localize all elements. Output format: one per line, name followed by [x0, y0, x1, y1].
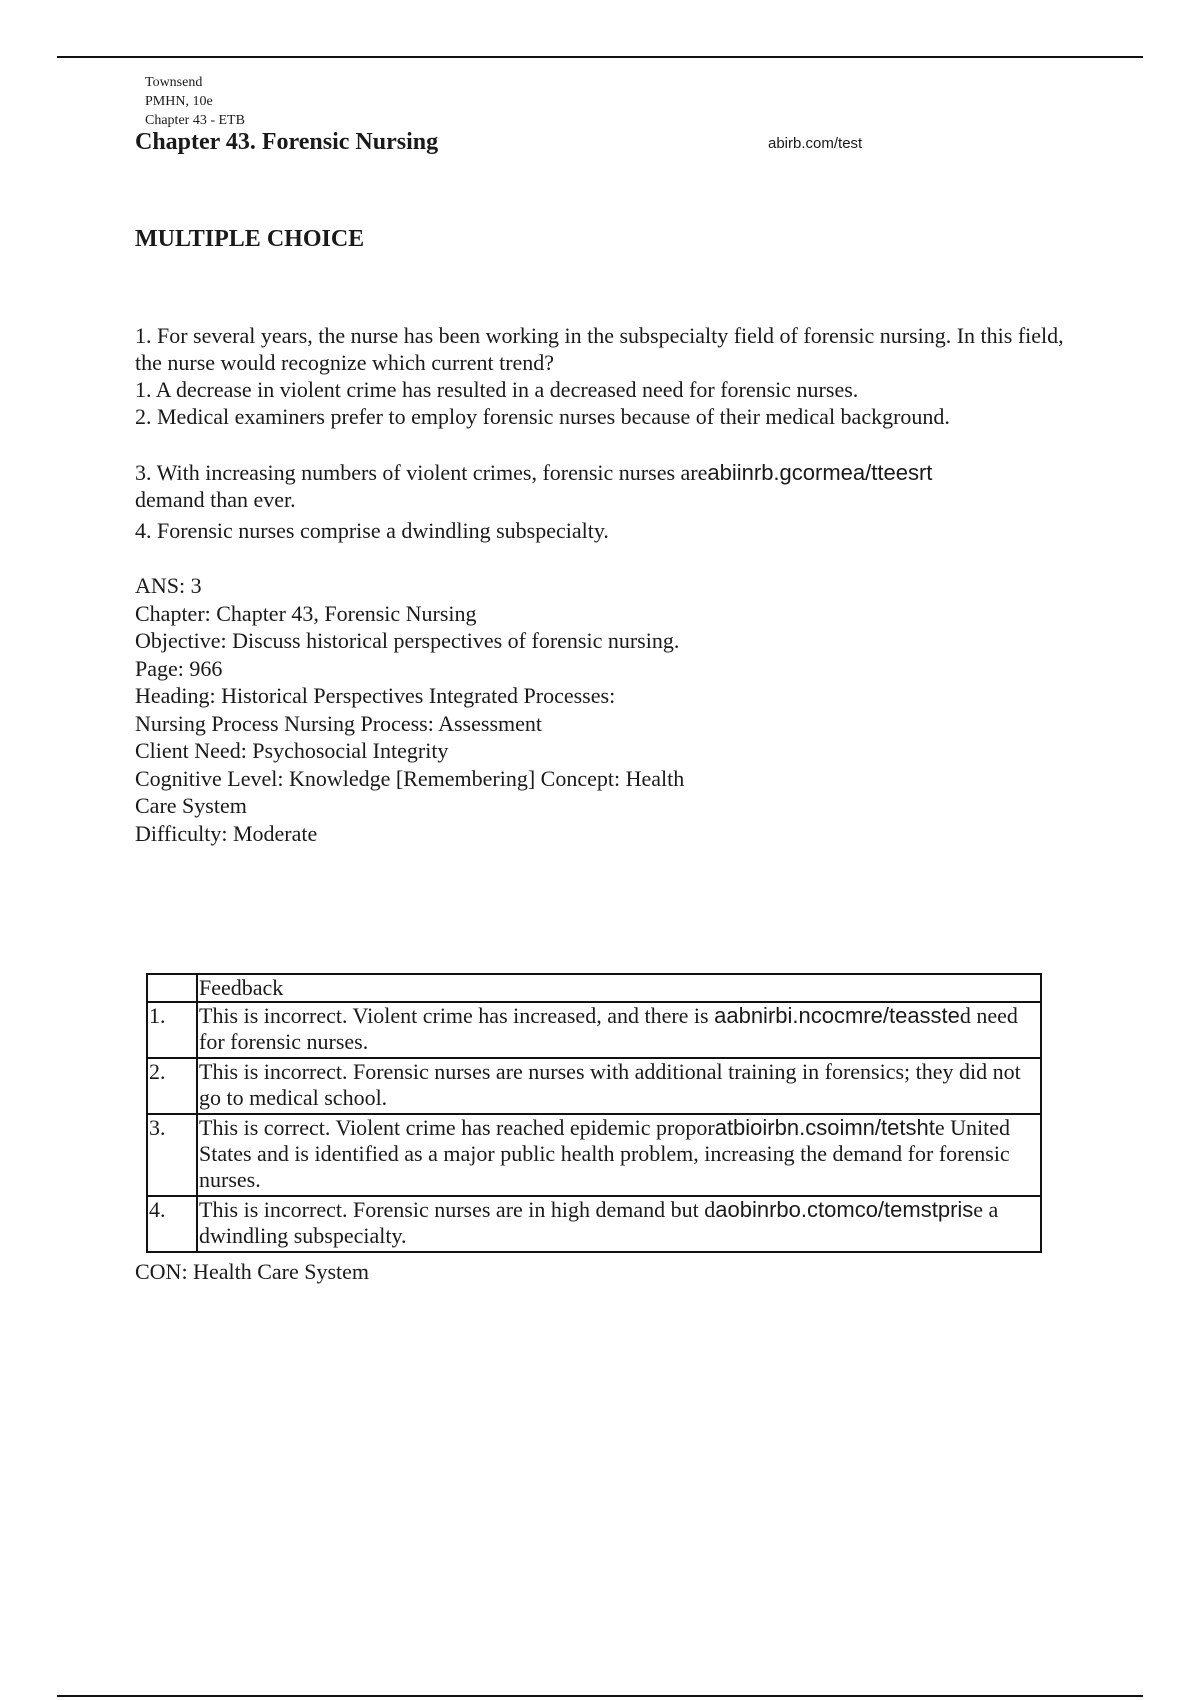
feedback-row-number: 4. — [147, 1196, 197, 1252]
chapter-line: Chapter: Chapter 43, Forensic Nursing — [135, 600, 477, 626]
feedback-text-end: e a dwindling subspecialty. — [199, 1197, 999, 1248]
feedback-header-cell: Feedback — [197, 974, 1041, 1002]
feedback-row-text — [197, 1058, 1041, 1114]
answer-option-4: 4. Forensic nurses comprise a dwindling subspecialty. — [135, 518, 609, 543]
feedback-row-text — [197, 1002, 1041, 1058]
author-line: Townsend — [145, 75, 203, 90]
option-3-text-end: demand than ever. — [135, 487, 296, 512]
heading-line: Heading: Historical Perspectives Integrated Processes: — [135, 683, 616, 708]
option-3-watermark: abiinrb.gcormea/tteesrt — [707, 460, 933, 485]
feedback-text-start: This is incorrect. Violent crime has increased, and there is — [199, 1003, 715, 1028]
question-metadata — [135, 572, 835, 847]
feedback-text-end: e United States and is identified as a major public health problem, increasing the demand for forensic nurses. — [199, 1115, 1010, 1192]
header-watermark: abirb.com/test — [768, 135, 863, 152]
table-row — [147, 1058, 1041, 1114]
answer-option-2: 2. Medical examiners prefer to employ forensic nurses because of their medical background. — [135, 404, 950, 429]
feedback-row-text — [197, 1196, 1041, 1252]
document-meta — [145, 73, 245, 130]
feedback-text-start: This is incorrect. Forensic nurses are nurses with additional training in forensics; they did not go to medical school. — [199, 1059, 1021, 1110]
feedback-row-number: 3. — [147, 1114, 197, 1196]
bottom-rule — [57, 1695, 1143, 1697]
feedback-row-number: 2. — [147, 1058, 197, 1114]
client-need-line: Client Need: Psychosocial Integrity — [135, 738, 449, 763]
feedback-row-number: 1. — [147, 1002, 197, 1058]
answer-option-3 — [135, 459, 1065, 513]
chapter-ref-line: Chapter 43 - ETB — [145, 113, 245, 128]
chapter-title: Chapter 43. Forensic Nursing — [135, 129, 439, 155]
feedback-text-end: d need for forensic nurses. — [199, 1003, 1018, 1054]
table-row — [147, 1002, 1041, 1058]
cognitive-level-line: Cognitive Level: Knowledge [Remembering] Concept: Health — [135, 765, 685, 791]
table-row — [147, 1114, 1041, 1196]
feedback-watermark: aabnirbi.ncocmre/teasste — [714, 1003, 960, 1028]
difficulty-line: Difficulty: Moderate — [135, 820, 318, 846]
question-stem: 1. For several years, the nurse has been working in the subspecialty field of forensic nursing. In this field, the nurse would recognize which current trend? — [135, 323, 1064, 375]
feedback-header-row — [147, 974, 1041, 1002]
feedback-watermark: atbioirbn.csoimn/tetsht — [714, 1115, 935, 1140]
cognitive-level-line-cont: Care System — [135, 793, 247, 818]
objective-line: Objective: Discuss historical perspectives of forensic nursing. — [135, 628, 680, 653]
answer-line: ANS: 3 — [135, 573, 202, 598]
answer-option-1: 1. A decrease in violent crime has resulted in a decreased need for forensic nurses. — [135, 377, 859, 402]
page-line: Page: 966 — [135, 655, 223, 681]
feedback-watermark: aobinrbo.ctomco/temstpris — [715, 1197, 974, 1222]
feedback-header-num-cell — [147, 974, 197, 1002]
process-line: Nursing Process Nursing Process: Assessment — [135, 710, 542, 736]
book-line: PMHN, 10e — [145, 94, 213, 109]
table-row — [147, 1196, 1041, 1252]
feedback-text-start: This is incorrect. Forensic nurses are in high demand but d — [199, 1197, 716, 1222]
section-heading: MULTIPLE CHOICE — [135, 226, 365, 252]
feedback-text-start: This is correct. Violent crime has reached epidemic propor — [199, 1115, 715, 1140]
feedback-row-text — [197, 1114, 1041, 1196]
concept-line: CON: Health Care System — [135, 1259, 370, 1284]
top-rule — [57, 56, 1143, 58]
option-3-text-start: 3. With increasing numbers of violent crimes, forensic nurses are — [135, 460, 708, 485]
feedback-table — [146, 973, 1042, 1253]
